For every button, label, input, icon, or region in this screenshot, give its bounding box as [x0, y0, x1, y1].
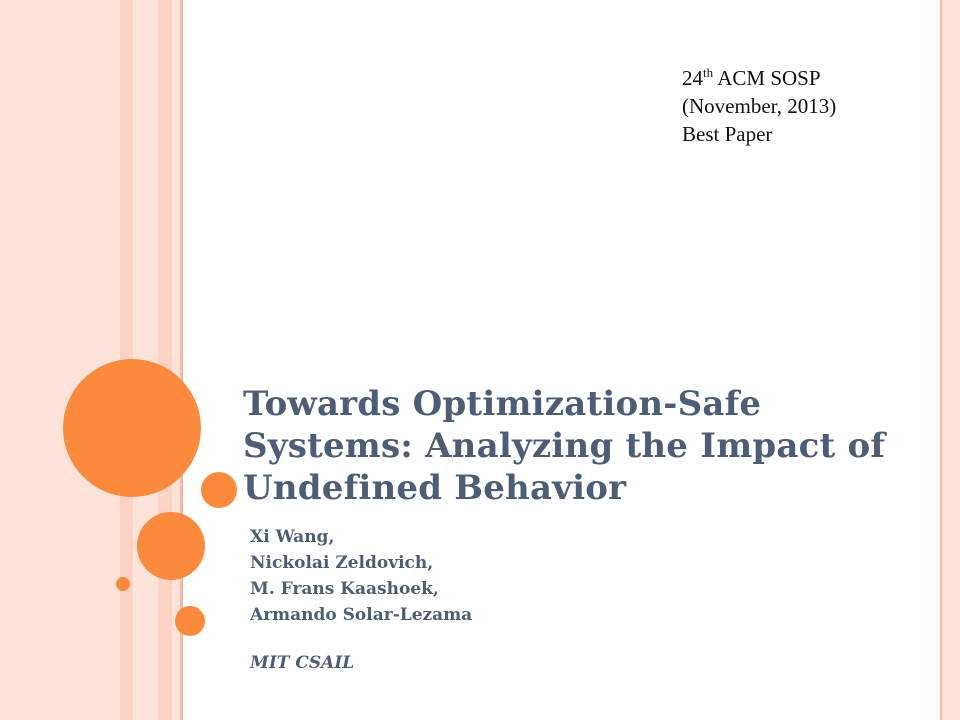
title-line-3: Undefined Behavior [243, 468, 627, 508]
left-stripe-decoration [0, 0, 120, 720]
decorative-circle-large [63, 359, 201, 497]
right-border-decoration [942, 0, 960, 720]
decorative-circle-medium [201, 472, 237, 508]
decorative-circle-small [116, 577, 130, 591]
author-name: Armando Solar-Lezama [250, 605, 473, 625]
conference-number: 24 [682, 66, 703, 90]
conference-ordinal-suffix: th [703, 65, 714, 80]
conference-date: (November, 2013) [682, 94, 837, 118]
decorative-circle-medium-large [137, 512, 205, 580]
title-line-1: Towards Optimization-Safe [243, 384, 762, 424]
decorative-circle-small-medium [175, 606, 205, 636]
conference-name: ACM SOSP [717, 66, 821, 90]
conference-name-line [682, 64, 836, 92]
conference-note [682, 64, 836, 148]
affiliation: MIT CSAIL [250, 653, 355, 673]
conference-award: Best Paper [682, 122, 773, 146]
author-list [250, 524, 472, 628]
left-stripe-decoration [158, 0, 172, 720]
paper-title [243, 383, 943, 509]
author-name: Xi Wang, [250, 527, 335, 547]
author-name: M. Frans Kaashoek, [250, 579, 439, 599]
author-name: Nickolai Zeldovich, [250, 553, 434, 573]
title-line-2: Systems: Analyzing the Impact of [243, 426, 886, 466]
